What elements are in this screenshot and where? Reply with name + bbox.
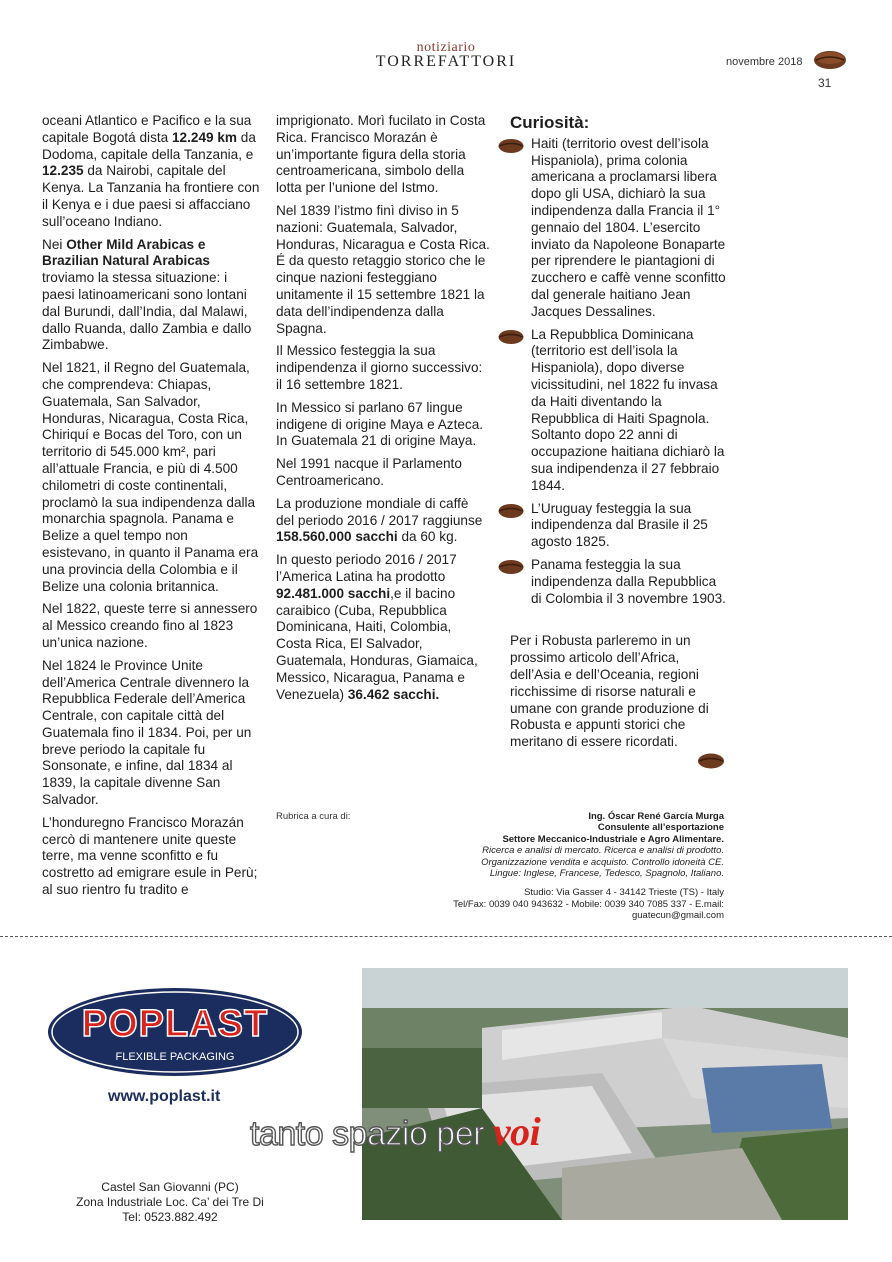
text-run: oceani Atlantico e Pacifico e la sua capitale Bogotá dista: [42, 113, 252, 145]
paragraph: [42, 815, 260, 899]
studio-address: Studio: Via Gasser 4 - 34142 Trieste (TS) - Italy: [524, 887, 724, 899]
poplast-logo: [46, 986, 304, 1078]
text-run: da 60 kg.: [397, 529, 458, 545]
text-run: da Nairobi, capitale del Kenya. La Tanzania ha frontiere con il Kenya e i due paesi si affacciano sull’oceano Indiano.: [42, 163, 260, 229]
text-run: ,e il bacino caraibico (Cuba, Repubblica Dominicana, Haiti, Colombia, Costa Rica, El Salvador, Guatemala, Honduras, Giamaica, Messico, Nicaragua, Panama e Venezuela): [276, 585, 478, 702]
text-run: In questo periodo 2016 / 2017 l’America Latina ha prodotto: [276, 552, 457, 584]
slogan-main: tanto spazio per: [250, 1115, 493, 1153]
factory-aerial-photo: [362, 968, 848, 1220]
text-run: imprigionato. Morì fucilato in Costa Rica. Francisco Morazán è un’importante figura della storia centroamericana, simbolo della lotta per l’unione del Istmo.: [276, 113, 486, 196]
curiosita-column: [510, 115, 730, 757]
article-column-1: [42, 113, 260, 905]
text-run: L’honduregno Francisco Morazán cercò di mantenere unite queste terre, ma venne sconfitto e fu costretto ad emigrare esule in Perù; al suo rientro fu tradito e: [42, 814, 258, 898]
text-run: Nel 1822, queste terre si annessero al Messico creando fino al 1823 un’unica nazione.: [42, 601, 258, 650]
address-phone: Tel: 0523.882.492: [122, 1210, 218, 1224]
text-run: Nel 1991 nacque il Parlamento Centroamericano.: [276, 456, 462, 488]
ad-address: [70, 1180, 270, 1225]
author-languages: Lingue: Inglese, Francese, Tedesco, Spagnolo, Italiano.: [489, 868, 724, 880]
coffee-bean-icon: [497, 137, 525, 155]
author-role: Consulente all’esportazione: [597, 822, 724, 834]
coffee-bean-icon: [497, 502, 525, 520]
article-column-2: [276, 113, 490, 709]
page-number: 31: [818, 76, 832, 90]
paragraph: [276, 456, 490, 490]
author-service-2: Organizzazione vendita e acquisto. Controllo idoneità CE.: [481, 856, 724, 868]
paragraph: [276, 552, 490, 703]
curiosita-heading: Curiosità:: [510, 113, 590, 132]
curiosita-text: L’Uruguay festeggia la sua indipendenza dal Brasile il 25 agosto 1825.: [531, 500, 708, 550]
bold-text: 158.560.000 sacchi: [276, 529, 398, 545]
outro-paragraph: Per i Robusta parleremo in un prossimo articolo dell’Africa, dell’Asia e dell’Oceania, regioni ricchissime di risorse naturali e umane con grande produzione di Robusta e appunti storici che meritano di essere ricordati.: [510, 633, 709, 750]
text-run: da Dodoma, capitale della Tanzania, e: [42, 129, 256, 162]
paragraph: [276, 343, 490, 393]
issue-date: novembre 2018: [726, 56, 803, 68]
credit-label: Rubrica a cura di:: [276, 811, 351, 822]
curiosita-item: [510, 501, 730, 551]
curiosita-text: Panama festeggia la sua indipendenza dalla Repubblica di Colombia il 3 novembre 1903.: [531, 556, 726, 606]
curiosita-text: Haiti (territorio ovest dell’isola Hispaniola), prima colonia americana a proclamarsi libera dopo gli USA, dichiarò la sua indipendenza dalla Francia il 1° gennaio del 1804. L’esercito inviato da Napoleone Bonaparte per riprendere le piantagioni di zucchero e caffè venne sconfitto dal generale haitiano Jean Jacques Dessalines.: [531, 135, 726, 319]
curiosita-item: [510, 557, 730, 607]
bold-text: 92.481.000 sacchi: [276, 585, 391, 601]
section-divider: [0, 936, 892, 937]
ad-slogan: [250, 1108, 540, 1155]
curiosita-item: [510, 136, 730, 321]
address-city: Castel San Giovanni (PC): [101, 1180, 239, 1194]
paragraph: [276, 113, 490, 197]
author-sector: Settore Meccanico-Industriale e Agro Alimentare.: [502, 833, 724, 845]
slogan-accent: voi: [492, 1109, 541, 1154]
bold-text: 36.462 sacchi.: [347, 686, 440, 702]
paragraph: [276, 400, 490, 450]
paragraph: [42, 601, 260, 651]
bold-text: 12.235: [42, 163, 84, 179]
text-run: Il Messico festeggia la sua indipendenza il giorno successivo: il 16 settembre 1821.: [276, 343, 483, 392]
bold-text: Other Mild Arabicas e Brazilian Natural Arabicas: [42, 236, 210, 269]
paragraph: [42, 237, 260, 355]
text-run: Nel 1839 l’istmo finì diviso in 5 nazioni: Guatemala, Salvador, Honduras, Nicaragua e Costa Rica. É da questo retaggio storico che le cinque nazioni festeggiano unitamente il 15 settembre 1821 la data dell’indipendenza dalla Spagna.: [276, 202, 490, 336]
text-run: In Messico si parlano 67 lingue indigene di origine Maya e Azteca. In Guatemala 21 di origine Maya.: [276, 399, 484, 449]
masthead-title: TORREFATTORI: [375, 53, 517, 70]
curiosita-text: La Repubblica Dominicana (territorio est dell’isola la Hispaniola), dopo diverse vicissitudini, nel 1822 fu invasa da Haiti diventando la Repubblica di Haiti Spagnola. Soltanto dopo 22 anni di occupazione haitiana dichiarò la sua indipendenza il 27 febbraio 1844.: [531, 326, 725, 493]
paragraph: [42, 113, 260, 231]
paragraph: [276, 496, 490, 546]
bold-text: 12.249 km: [171, 129, 237, 145]
text-run: La produzione mondiale di caffè del periodo 2016 / 2017 raggiunse: [276, 495, 483, 528]
coffee-bean-icon: [497, 558, 525, 576]
author-credit: [380, 811, 724, 922]
text-run: Nel 1821, il Regno del Guatemala, che comprendeva: Chiapas, Guatemala, San Salvador, Honduras, Nicaragua, Costa Rica, Chiriquí e Bocas del Toro, con un territorio di 545.000 km², pari all’attuale Francia, e più di 4.500 chilometri di coste continentali, proclamò la sua indipendenza dalla monarchia spagnola. Panama e Belize a quel tempo non esistevano, in quanto il Panama era una provincia della Colombia e il Belize una colonia britannica.: [42, 360, 259, 594]
text-run: troviamo la stessa situazione: i paesi latinoamericani sono lontani dal Burundi, dall’India, dal Malawi, dallo Ruanda, dallo Zambia e dallo Zimbabwe.: [42, 270, 252, 353]
author-service-1: Ricerca e analisi di mercato. Ricerca e analisi di prodotto.: [482, 845, 724, 857]
curiosita-list: [510, 136, 730, 608]
logo-tagline: FLEXIBLE PACKAGING: [115, 1051, 235, 1063]
website-link[interactable]: www.poplast.it: [108, 1088, 221, 1105]
logo-brand-text: POPLAST: [81, 1003, 269, 1045]
author-name: Ing. Óscar René García Murga: [588, 811, 724, 822]
coffee-bean-icon: [812, 48, 848, 72]
curiosita-item: [510, 327, 730, 495]
coffee-bean-icon: [696, 751, 726, 771]
address-zone: Zona Industriale Loc. Ca’ dei Tre Di: [76, 1195, 264, 1209]
paragraph: [42, 360, 260, 595]
text-run: Nel 1824 le Province Unite dell’America Centrale divennero la Repubblica Federale dell’America Centrale, con capitale città del Guatemala fino il 1834. Poi, per un breve periodo la capitale fu Sonsonate, e infine, dal 1834 al 1839, la capitale divenne San Salvador.: [42, 657, 252, 808]
paragraph: [276, 203, 490, 337]
coffee-bean-icon: [497, 328, 525, 346]
contacts: Tel/Fax: 0039 040 943632 - Mobile: 0039 340 7085 337 - E.mail: guatecun@gmail.com: [453, 898, 724, 922]
text-run: Nei: [42, 236, 67, 252]
masthead-small: notiziario: [416, 40, 476, 55]
paragraph: [42, 658, 260, 809]
